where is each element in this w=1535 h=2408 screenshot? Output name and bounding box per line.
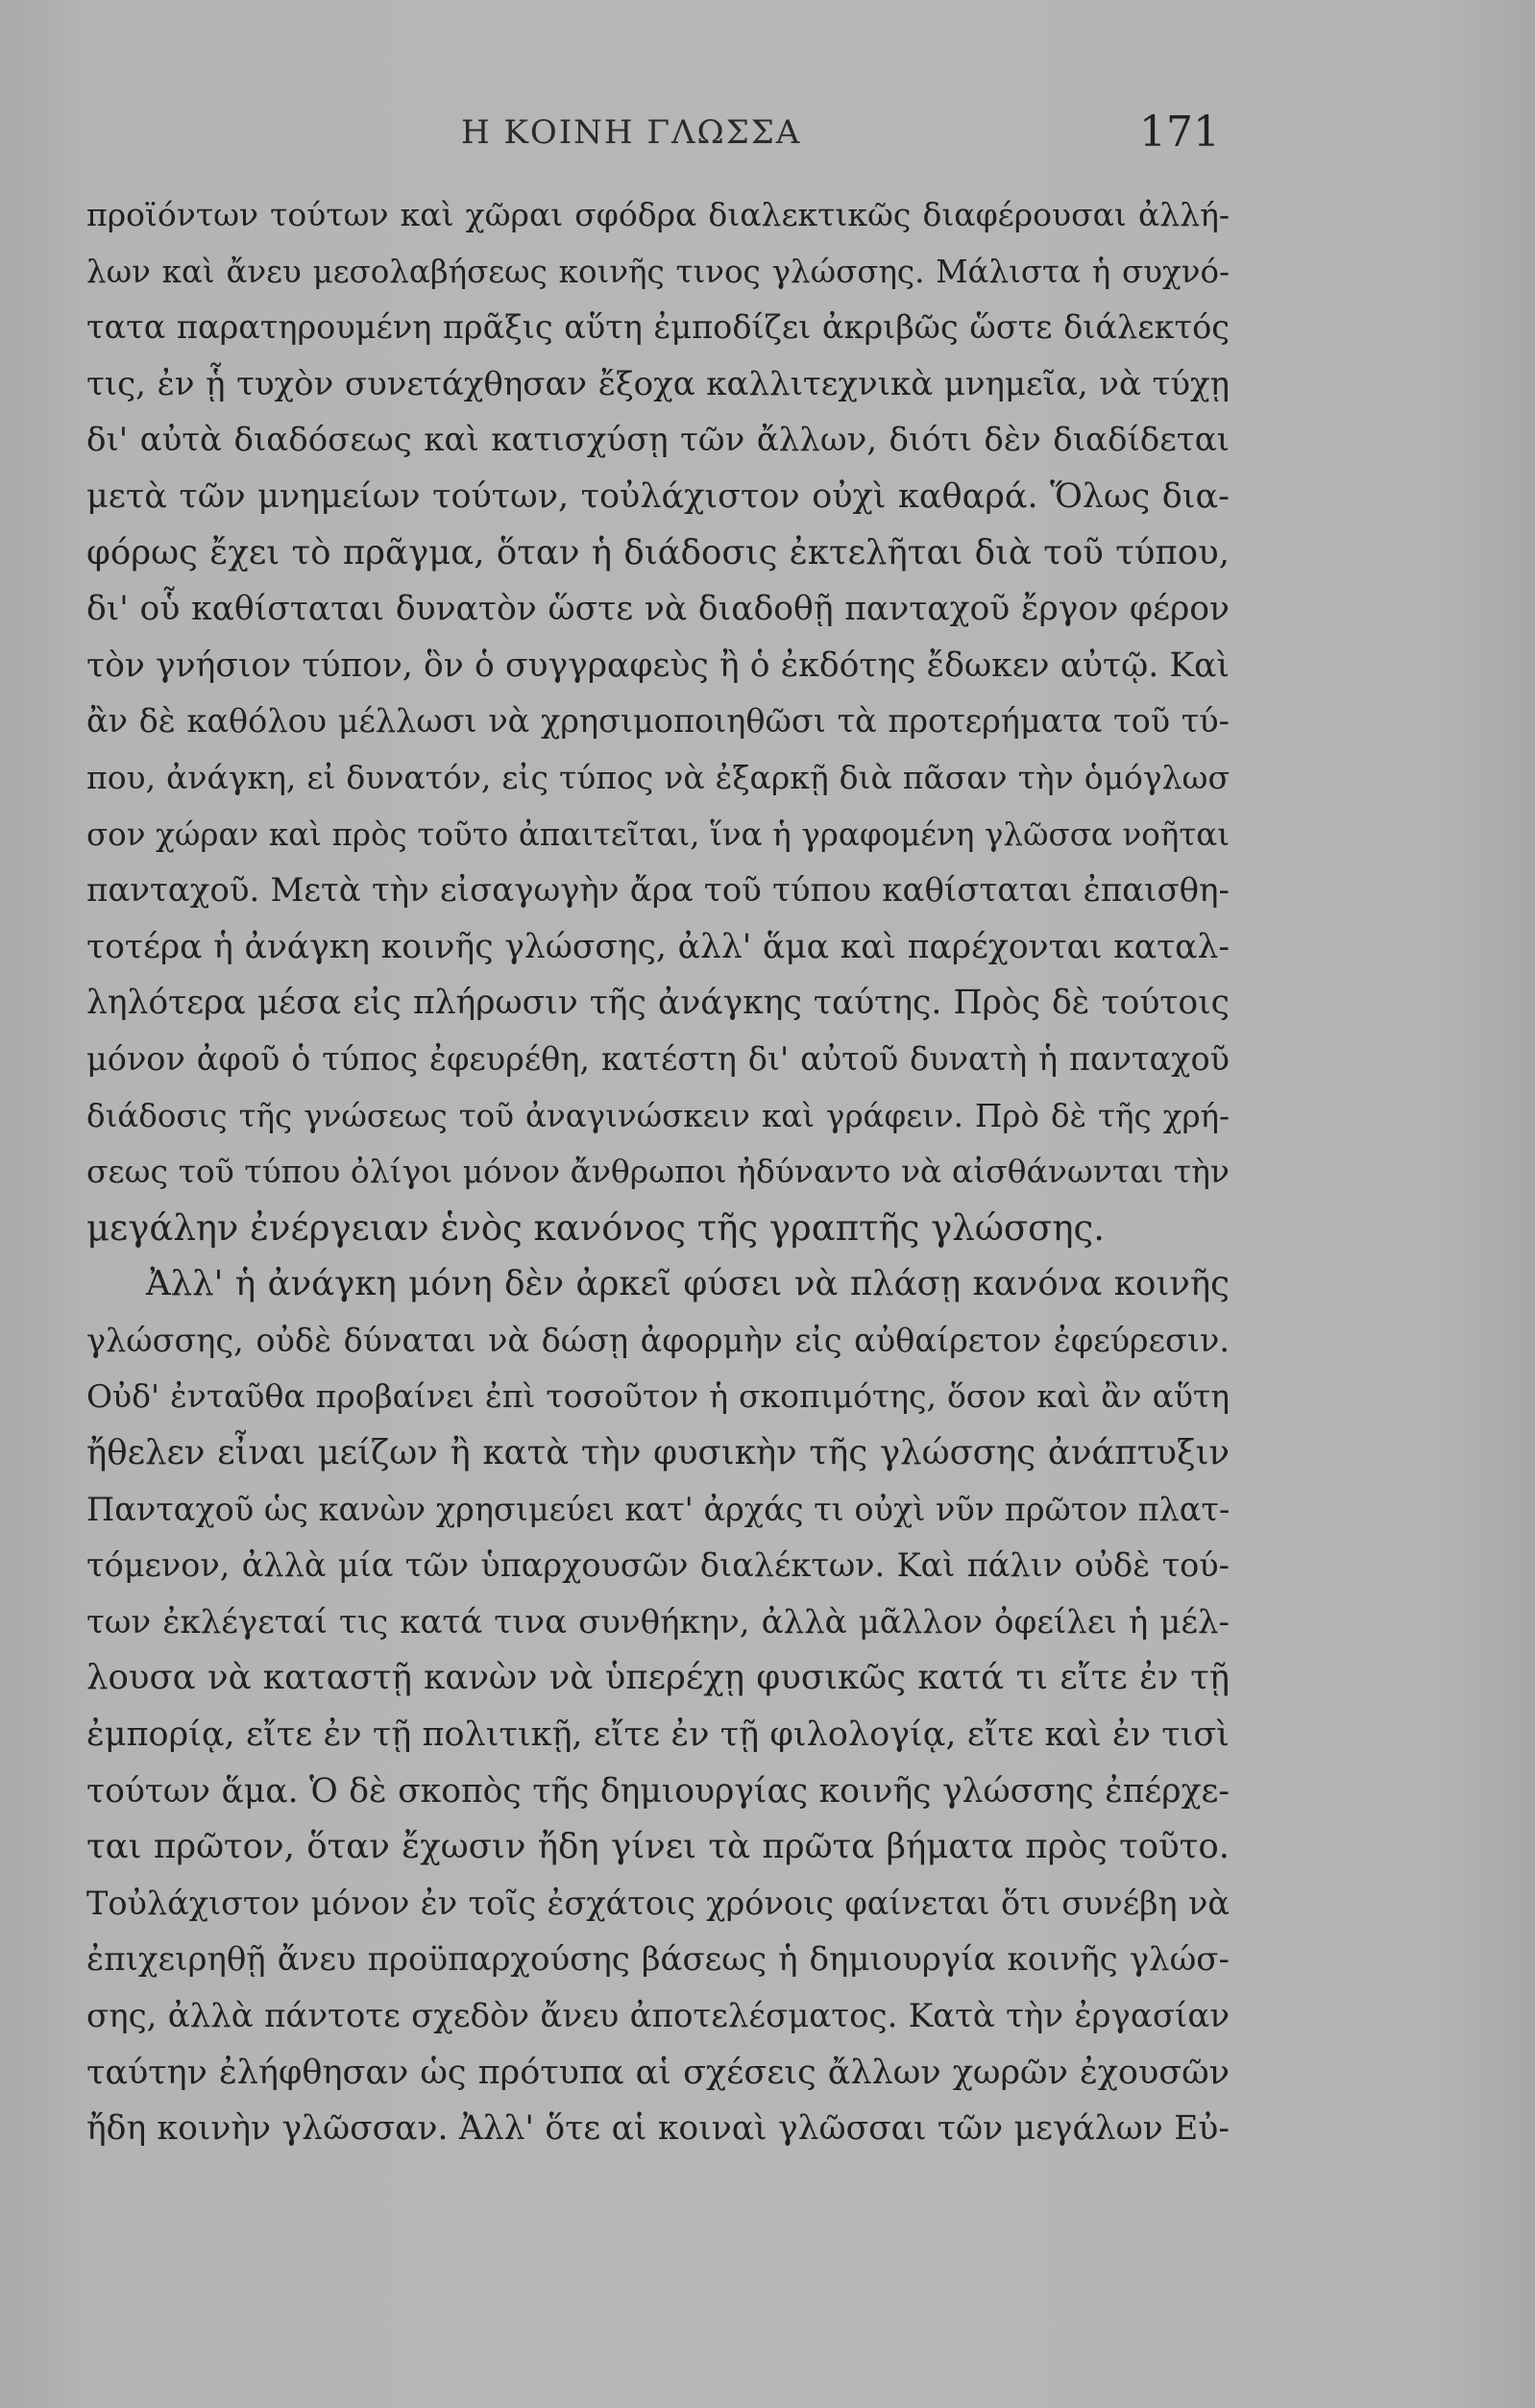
- text-line: που, ἀνάγκη, εἰ δυνατόν, εἰς τύπος νὰ ἐξαρκῇ διὰ πᾶσαν τὴν ὁμόγλωσ: [86, 758, 1230, 796]
- running-title: Η ΚΟΙΝΗ ΓΛΩΣΣΑ: [461, 113, 802, 152]
- text-line: των ἐκλέγεταί τις κατά τινα συνθήκην, ἀλλὰ μᾶλλον ὀφείλει ἡ μέλ-: [86, 1602, 1230, 1642]
- text-line: σεως τοῦ τύπου ὀλίγοι μόνον ἄνθρωποι ἠδύναντο νὰ αἰσθάνωνται τὴν: [86, 1153, 1230, 1191]
- text-line: ται πρῶτον, ὅταν ἔχωσιν ἤδη γίνει τὰ πρῶτα βήματα πρὸς τοῦτο.: [86, 1827, 1230, 1867]
- text-line: δι' οὗ καθίσταται δυνατὸν ὥστε νὰ διαδοθῇ πανταχοῦ ἔργον φέρον: [86, 590, 1230, 629]
- text-line: πανταχοῦ. Μετὰ τὴν εἰσαγωγὴν ἄρα τοῦ τύπου καθίσταται ἐπαισθη-: [86, 871, 1230, 911]
- text-line: λων καὶ ἄνευ μεσολαβήσεως κοινῆς τινος γλώσσης. Μάλιστα ἡ συχνό-: [86, 253, 1230, 290]
- text-line: Πανταχοῦ ὡς κανὼν χρησιμεύει κατ' ἀρχάς τι οὐχὶ νῦν πρῶτον πλατ-: [86, 1490, 1230, 1528]
- text-line: δι' αὐτὰ διαδόσεως καὶ κατισχύσῃ τῶν ἄλλων, διότι δὲν διαδίδεται: [86, 421, 1230, 460]
- text-line: ἤθελεν εἶναι μείζων ἢ κατὰ τὴν φυσικὴν τῆς γλώσσης ἀνάπτυξιν: [86, 1433, 1230, 1473]
- text-line: τούτων ἅμα. Ὁ δὲ σκοπὸς τῆς δημιουργίας κοινῆς γλώσσης ἐπέρχε-: [86, 1771, 1230, 1811]
- text-line: τὸν γνήσιον τύπον, ὃν ὁ συγγραφεὺς ἢ ὁ ἐκδότης ἔδωκεν αὐτῷ. Καὶ: [86, 645, 1230, 685]
- text-line: μετὰ τῶν μνημείων τούτων, τοὐλάχιστον οὐχὶ καθαρά. Ὅλως δια-: [86, 476, 1230, 516]
- text-line: σης, ἀλλὰ πάντοτε σχεδὸν ἄνευ ἀποτελέσματος. Κατὰ τὴν ἐργασίαν: [86, 1997, 1230, 2035]
- text-line: ταύτην ἐλήφθησαν ὡς πρότυπα αἱ σχέσεις ἄλλων χωρῶν ἐχουσῶν: [86, 2053, 1230, 2092]
- text-line: λουσα νὰ καταστῇ κανὼν νὰ ὑπερέχῃ φυσικῶς κατά τι εἴτε ἐν τῇ: [86, 1658, 1230, 1698]
- text-line: ἐμπορίᾳ, εἴτε ἐν τῇ πολιτικῇ, εἴτε ἐν τῇ φιλολογίᾳ, εἴτε καὶ ἐν τισὶ: [86, 1715, 1230, 1755]
- text-line: Ἀλλ' ἡ ἀνάγκη μόνη δὲν ἀρκεῖ φύσει νὰ πλάσῃ κανόνα κοινῆς: [146, 1264, 1230, 1304]
- page-header: [86, 108, 1220, 171]
- text-line: μόνον ἀφοῦ ὁ τύπος ἐφευρέθη, κατέστη δι' αὐτοῦ δυνατὴ ἡ πανταχοῦ: [86, 1039, 1230, 1078]
- text-line: διάδοσις τῆς γνώσεως τοῦ ἀναγινώσκειν καὶ γράφειν. Πρὸ δὲ τῆς χρή-: [86, 1097, 1230, 1134]
- text-line: ἤδη κοινὴν γλῶσσαν. Ἀλλ' ὅτε αἱ κοιναὶ γλῶσσαι τῶν μεγάλων Εὐ-: [86, 2109, 1230, 2149]
- text-line: ἂν δὲ καθόλου μέλλωσι νὰ χρησιμοποιηθῶσι τὰ προτερήματα τοῦ τύ-: [86, 702, 1230, 741]
- text-line: τις, ἐν ᾗ τυχὸν συνετάχθησαν ἔξοχα καλλιτεχνικὰ μνημεῖα, νὰ τύχῃ: [86, 364, 1230, 403]
- text-line: ληλότερα μέσα εἰς πλήρωσιν τῆς ἀνάγκης ταύτης. Πρὸς δὲ τούτοις: [86, 984, 1230, 1023]
- text-line: μεγάλην ἐνέργειαν ἑνὸς κανόνος τῆς γραπτῆς γλώσσης.: [86, 1206, 1106, 1249]
- body-text: [86, 187, 1230, 2157]
- page-number: 171: [1139, 108, 1220, 157]
- text-line: ἐπιχειρηθῇ ἄνευ προϋπαρχούσης βάσεως ἡ δημιουργία κοινῆς γλώσ-: [86, 1940, 1230, 1980]
- text-line: Οὐδ' ἐνταῦθα προβαίνει ἐπὶ τοσοῦτον ἡ σκοπιμότης, ὅσον καὶ ἂν αὕτη: [86, 1377, 1230, 1416]
- text-line: σον χώραν καὶ πρὸς τοῦτο ἀπαιτεῖται, ἵνα ἡ γραφομένη γλῶσσα νοῆται: [86, 815, 1230, 853]
- text-line: γλώσσης, οὐδὲ δύναται νὰ δώσῃ ἀφορμὴν εἰς αὐθαίρετον ἐφεύρεσιν.: [86, 1321, 1230, 1359]
- text-line: τοτέρα ἡ ἀνάγκη κοινῆς γλώσσης, ἀλλ' ἅμα καὶ παρέχονται καταλ-: [86, 927, 1230, 966]
- text-line: Τοὐλάχιστον μόνον ἐν τοῖς ἐσχάτοις χρόνοις φαίνεται ὅτι συνέβη νὰ: [86, 1884, 1230, 1922]
- text-line: τόμενον, ἀλλὰ μία τῶν ὑπαρχουσῶν διαλέκτων. Καὶ πάλιν οὐδὲ τού-: [86, 1546, 1230, 1585]
- text-line: φόρως ἔχει τὸ πρᾶγμα, ὅταν ἡ διάδοσις ἐκτελῆται διὰ τοῦ τύπου,: [86, 532, 1230, 572]
- text-line: τατα παρατηρουμένη πρᾶξις αὕτη ἐμποδίζει ἀκριβῶς ὥστε διάλεκτός: [86, 308, 1230, 347]
- text-line: προϊόντων τούτων καὶ χῶραι σφόδρα διαλεκτικῶς διαφέρουσαι ἀλλή-: [86, 196, 1230, 233]
